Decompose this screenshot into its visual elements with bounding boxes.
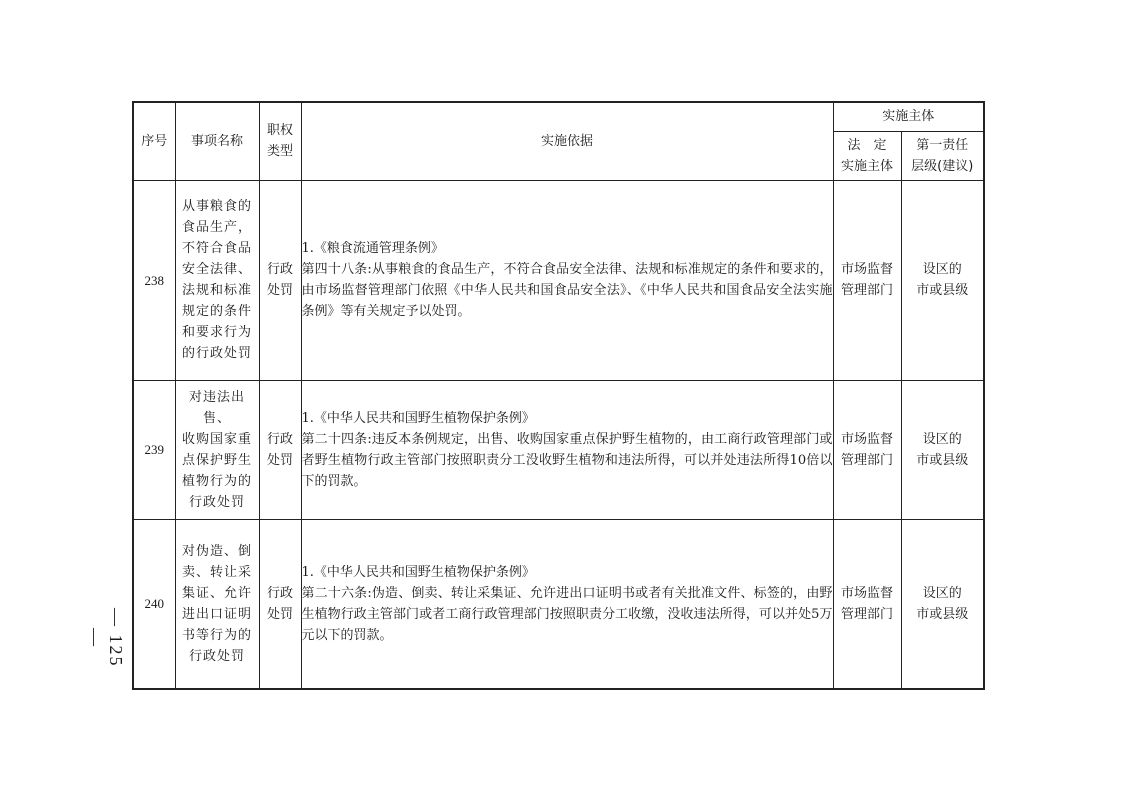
name-line: 对伪造、倒 [181, 543, 252, 559]
name-line: 的行政处罚 [181, 346, 252, 361]
row-legal-subject [833, 180, 901, 380]
name-line: 进出口证明 [181, 606, 252, 622]
header-first-level-line2: 层级(建议) [911, 158, 974, 174]
level-line: 市或县级 [916, 606, 969, 622]
name-line: 收购国家重 [181, 431, 252, 447]
row-level [901, 380, 984, 519]
row-power-type [259, 180, 301, 380]
table-row [133, 380, 984, 519]
name-line: 不符合食品 [181, 241, 252, 256]
name-line: 集证、允许 [181, 585, 252, 601]
row-seq: 238 [133, 180, 175, 380]
name-line: 法规和标准 [181, 283, 252, 298]
basis-article: 第四十八条:从事粮食的食品生产，不符合食品安全法律、法规和标准规定的条件和要求的，由市场监督管理部门依照《中华人民共和国食品安全法》、《中华人民共和国食品安全法实施条例》等有关规定予以处罚。 [301, 262, 833, 319]
row-legal-subject [833, 519, 901, 689]
row-power-type [259, 519, 301, 689]
name-line: 食品生产， [181, 220, 252, 235]
row-basis [301, 180, 833, 380]
name-line: 从事粮食的 [181, 199, 252, 214]
header-first-level-line1: 第一责任 [916, 137, 969, 153]
header-basis: 实施依据 [301, 102, 833, 180]
header-power-type-line1: 职权 [266, 123, 293, 139]
row-legal-subject [833, 380, 901, 519]
row-basis [301, 380, 833, 519]
name-line: 安全法律、 [181, 262, 252, 277]
type-line: 处罚 [266, 283, 293, 298]
level-line: 设区的 [922, 262, 962, 277]
type-line: 行政 [266, 262, 293, 277]
table-row [133, 519, 984, 689]
row-item-name [175, 519, 259, 689]
subject-line: 管理部门 [840, 606, 893, 622]
row-item-name [175, 180, 259, 380]
type-line: 处罚 [266, 452, 293, 468]
basis-law-title: 1.《中华人民共和国野生植物保护条例》 [301, 564, 535, 580]
row-seq: 239 [133, 380, 175, 519]
name-line: 行政处罚 [188, 494, 245, 510]
subject-line: 市场监督 [840, 585, 893, 601]
row-seq: 240 [133, 519, 175, 689]
page-number: — 125 — [85, 608, 126, 668]
basis-law-title: 1.《粮食流通管理条例》 [301, 241, 444, 256]
basis-article: 第二十四条:违反本条例规定，出售、收购国家重点保护野生植物的，由工商行政管理部门或者野生植物行政主管部门按照职责分工没收野生植物和违法所得，可以并处违法所得10倍以下的罚款。 [301, 431, 833, 489]
level-line: 设区的 [922, 585, 962, 601]
type-line: 行政 [266, 431, 293, 447]
row-basis [301, 519, 833, 689]
name-line: 行政处罚 [188, 648, 245, 664]
name-line: 植物行为的 [181, 473, 252, 489]
header-subject: 实施主体 [833, 102, 984, 131]
name-line: 对违法出售、 [188, 389, 245, 426]
table-row [133, 180, 984, 380]
enforcement-items-table [132, 101, 985, 690]
header-first-level [901, 131, 984, 180]
header-item-name: 事项名称 [175, 102, 259, 180]
row-power-type [259, 380, 301, 519]
name-line: 规定的条件 [181, 304, 252, 319]
header-legal-subject [833, 131, 901, 180]
type-line: 行政 [266, 585, 293, 601]
row-item-name [175, 380, 259, 519]
header-seq: 序号 [133, 102, 175, 180]
header-power-type [259, 102, 301, 180]
header-legal-subject-line2: 实施主体 [840, 158, 893, 174]
basis-law-title: 1.《中华人民共和国野生植物保护条例》 [301, 410, 535, 426]
row-level [901, 180, 984, 380]
basis-article: 第二十六条:伪造、倒卖、转让采集证、允许进出口证明书或者有关批准文件、标签的，由野生植物行政主管部门或者工商行政管理部门按照职责分工收缴，没收违法所得，可以并处5万元以下的罚款。 [301, 585, 833, 643]
subject-line: 市场监督 [840, 262, 893, 277]
header-power-type-line2: 类型 [266, 144, 293, 160]
header-legal-subject-line1: 法 定 [847, 137, 887, 153]
name-line: 和要求行为 [181, 325, 252, 340]
level-line: 设区的 [922, 431, 962, 447]
name-line: 点保护野生 [181, 452, 252, 468]
level-line: 市或县级 [916, 283, 969, 298]
name-line: 卖、转让采 [181, 564, 252, 580]
subject-line: 管理部门 [840, 283, 893, 298]
name-line: 书等行为的 [181, 627, 252, 643]
subject-line: 管理部门 [840, 452, 893, 468]
subject-line: 市场监督 [840, 431, 893, 447]
row-level [901, 519, 984, 689]
level-line: 市或县级 [916, 452, 969, 468]
type-line: 处罚 [266, 606, 293, 622]
